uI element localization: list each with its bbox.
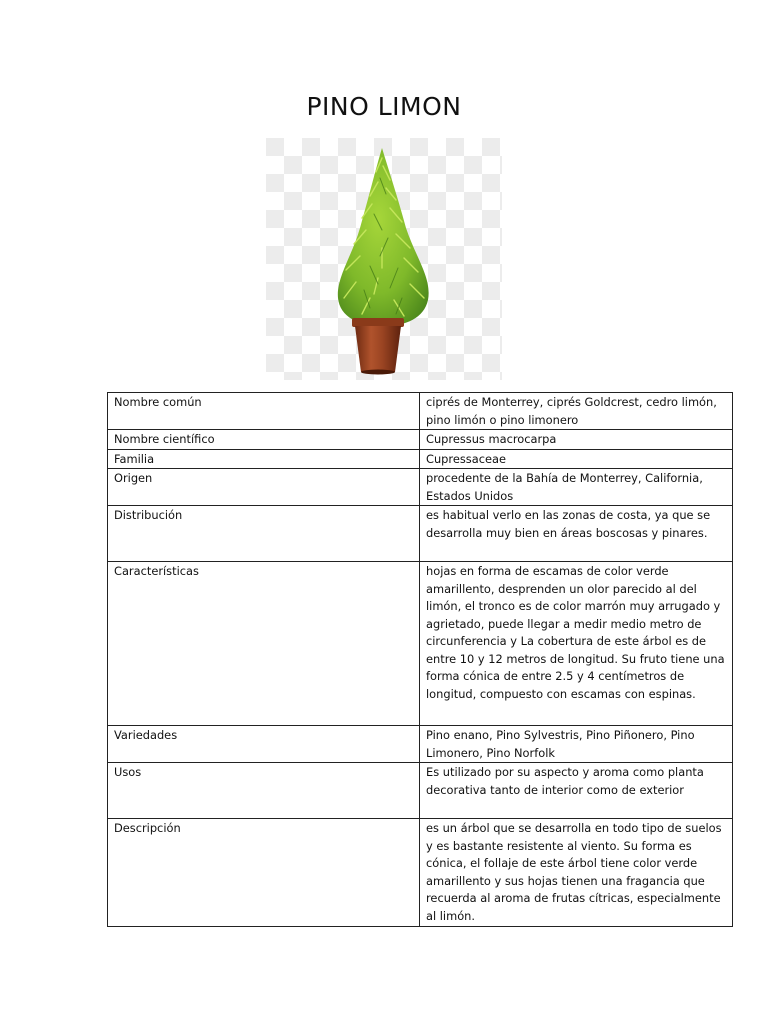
row-value: ciprés de Monterrey, ciprés Goldcrest, cedro limón, pino limón o pino limonero (420, 393, 733, 430)
row-value: Es utilizado por su aspecto y aroma como planta decorativa tanto de interior como de exterior (420, 763, 733, 819)
row-label: Usos (108, 763, 420, 819)
row-value: es habitual verlo en las zonas de costa, ya que se desarrolla muy bien en áreas boscosas y pinares. (420, 506, 733, 562)
page-title: PINO LIMON (306, 92, 462, 121)
row-value: Cupressaceae (420, 449, 733, 469)
row-value: es un árbol que se desarrolla en todo tipo de suelos y es bastante resistente al viento. Su forma es cónica, el follaje de este árbol tiene color verde amarillento y sus hojas tienen una fragancia que recuerda al aroma de frutas cítricas, especialmente al limón. (420, 819, 733, 927)
table-row (108, 506, 733, 562)
row-value: Cupressus macrocarpa (420, 430, 733, 450)
row-label: Descripción (108, 819, 420, 927)
table-row (108, 430, 733, 450)
table-row (108, 763, 733, 819)
row-label: Origen (108, 469, 420, 506)
table-row (108, 819, 733, 927)
row-label: Nombre común (108, 393, 420, 430)
table-row (108, 469, 733, 506)
row-value: hojas en forma de escamas de color verde amarillento, desprenden un olor parecido al del limón, el tronco es de color marrón muy arrugado y agrietado, puede llegar a medir medio metro de circunferencia y La cobertura de este árbol es de entre 10 y 12 metros de longitud. Su fruto tiene una forma cónica de entre 2.5 y 4 centímetros de longitud, compuesto con escamas con espinas. (420, 562, 733, 726)
plant-info-table (107, 392, 733, 927)
table-row (108, 562, 733, 726)
row-value: Pino enano, Pino Sylvestris, Pino Piñonero, Pino Limonero, Pino Norfolk (420, 726, 733, 763)
row-label: Familia (108, 449, 420, 469)
table-row (108, 393, 733, 430)
row-label: Características (108, 562, 420, 726)
potted-cypress-plant-image (266, 138, 502, 380)
row-value: procedente de la Bahía de Monterrey, California, Estados Unidos (420, 469, 733, 506)
row-label: Distribución (108, 506, 420, 562)
table-row (108, 449, 733, 469)
row-label: Nombre científico (108, 430, 420, 450)
row-label: Variedades (108, 726, 420, 763)
table-row (108, 726, 733, 763)
